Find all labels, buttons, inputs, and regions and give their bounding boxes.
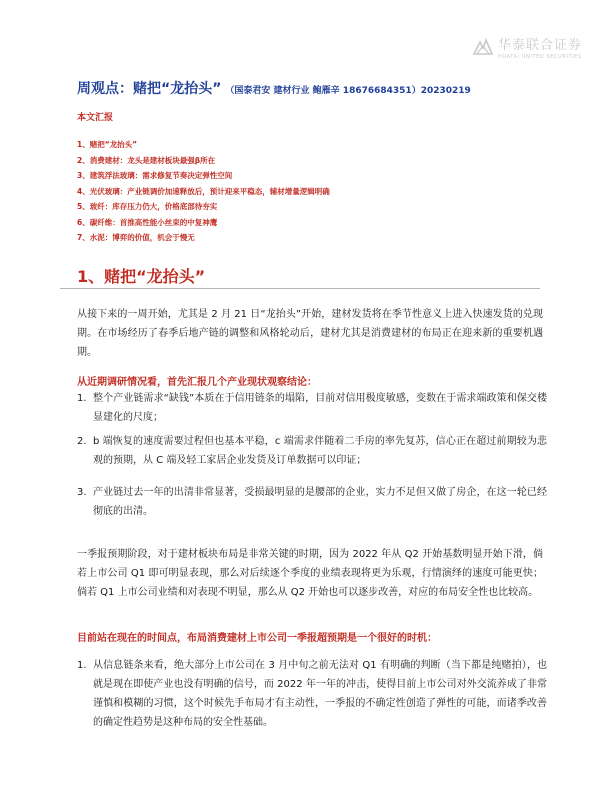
list-item-text: 整个产业链需求“缺钱”本质在于信用链条的塌陷，目前对信用极度敏感，变数在于需求端政策和保交楼显建化的尺度； (93, 393, 547, 423)
report-title (77, 78, 577, 98)
list-item-text: 从信息链条来看，绝大部分上市公司在 3 月中旬之前无法对 Q1 有明确的判断（当下都是纯赌拍），也就是现在即使产业也没有明确的信号，而 2022 年一年的冲击，使得目前上市公司对外交流养成了非常谨慎和模糊的习惯，这个时候先手布局才有主动性，一季报的不确定性创造了弹性的可能，而诸季改善的确定性趋势是这种布局的安全性基础。 (93, 660, 547, 728)
highlight-timing: 目前站在现在的时间点，布局消费建材上市公司一季报超预期是一个很好的时机： (77, 633, 437, 644)
logo-name: 华泰联合证券 (497, 38, 582, 53)
report-title-main: 周观点：赌把“龙抬头” (77, 81, 222, 97)
summary-item: 4、光伏玻璃：产业链调价加速释放后，预计迎来平稳态，辅材增量逻辑明确 (77, 186, 330, 196)
summary-list (77, 137, 330, 246)
list-item-text: b 端恢复的速度需要过程但也基本平稳，c 端需求伴随着二手房的率先复苏，信心正在超过前期较为悲观的预期，从 C 端及轻工家居企业发货及订单数据可以印证； (93, 436, 547, 466)
paragraph-q1-outlook: 一季报预期阶段，对于建材板块布局是非常关键的时期，因为 2022 年从 Q2 开始基数明显开始下滑，倘若上市公司 Q1 即可明显表现，那么对后续逐个季度的业绩表现将更为乐观，行情演绎的速度可能更快；倘若 Q1 上市公司业绩和对表现不明显，那么从 Q2 开始也可以逐步改善，对应的布局安全性也比较高。 (77, 549, 543, 598)
section-divider (60, 288, 540, 289)
logo-name-en: HUATAI UNITED SECURITIES (497, 54, 582, 60)
summary-item: 3、建筑浮法玻璃：需求修复节奏决定弹性空间 (77, 171, 233, 180)
list-item (77, 432, 547, 470)
company-logo-icon (472, 38, 494, 56)
summary-item: 2、消费建材：龙头是建材板块最强β所在 (77, 155, 216, 165)
list-item (77, 389, 547, 427)
list-item-number: 1. (77, 393, 87, 404)
section-heading: 1、赌把“龙抬头” (77, 267, 206, 286)
list-item (77, 656, 547, 732)
list-item-number: 2. (77, 436, 87, 447)
summary-item: 7、水泥：博弈的价值，机会于慢无 (77, 233, 195, 242)
summary-item: 6、碳纤维：首推高性能小丝束的中复神鹰 (77, 217, 218, 227)
summary-heading: 本文汇报 (77, 113, 114, 123)
summary-item: 1、赌把“龙抬头” (77, 140, 138, 149)
list-item (77, 483, 547, 521)
summary-item: 5、玻纤：库存压力仍大，价格底部待夯实 (77, 202, 218, 211)
highlight-research-findings: 从近期调研情况看，首先汇报几个产业现状观察结论： (77, 377, 317, 388)
list-item-number: 3. (77, 487, 87, 498)
list-item-text: 产业链过去一年的出清非常显著，受损最明显的是腰部的企业，实力不足但又做了房企，在这一轮已经彻底的出清。 (93, 487, 547, 517)
report-title-sub: （国泰君安 建材行业 鲍雁辛 18676684351）20230219 (225, 86, 471, 96)
logo (472, 34, 582, 60)
paragraph-intro: 从接下来的一周开始，尤其是 2 月 21 日“龙抬头”开始，建材发货将在季节性意义上进入快速发货的兑现期。在市场经历了春季后地产链的调整和风格轮动后，建材尤其是消费建材的布局正在迎来新的重要机遇期。 (77, 309, 543, 358)
list-item-number: 1. (77, 660, 87, 671)
